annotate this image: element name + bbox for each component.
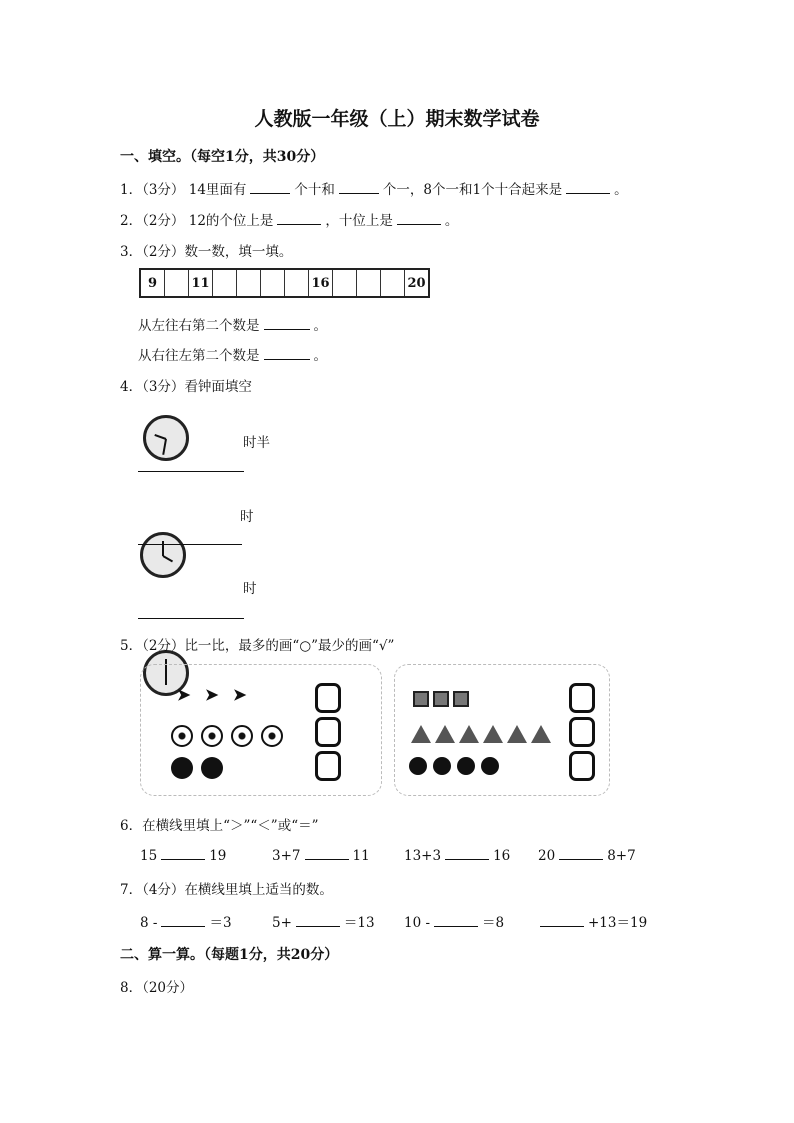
number-cell[interactable] <box>261 270 285 296</box>
section-1-heading: 一、填空。（每空1分，共30分） <box>120 149 325 165</box>
q7-text: 在横线里填上适当的数。 <box>184 882 333 898</box>
q1-text-c: 个一，8个一和1个十合起来是 <box>382 182 563 198</box>
shuttlecock-icon: ➤ <box>233 685 247 704</box>
number-cell: 20 <box>407 275 426 291</box>
soccer-ball-icon <box>261 725 283 747</box>
q5-text: 比一比，最多的画“○”最少的画“√” <box>184 638 395 654</box>
q1-text-a: 14里面有 <box>188 182 247 198</box>
q6-item <box>538 846 636 864</box>
number-cell[interactable] <box>381 270 405 296</box>
q6-blank[interactable] <box>559 846 603 860</box>
question-6 <box>120 814 319 834</box>
q7-right: ＝13 <box>343 915 375 931</box>
q7-left: 5+ <box>272 915 292 931</box>
question-1 <box>120 178 628 198</box>
clock-icon <box>143 415 189 461</box>
triangle-icon <box>435 725 455 743</box>
answer-box[interactable] <box>569 717 595 747</box>
q4-label-3: 时 <box>243 581 257 597</box>
question-4 <box>120 375 252 395</box>
number-cell[interactable] <box>285 270 309 296</box>
answer-box[interactable] <box>315 717 341 747</box>
clock-hand <box>163 555 174 562</box>
clock-icon <box>140 532 186 578</box>
q1-blank-1[interactable] <box>250 180 290 194</box>
q6-right: 11 <box>352 848 370 864</box>
soccer-ball-icon <box>171 725 193 747</box>
q4-blank-3[interactable] <box>138 617 244 619</box>
black-ball-icon <box>201 757 223 779</box>
q3-answer-2-end: 。 <box>313 348 327 364</box>
q7-left: 8 - <box>140 915 158 931</box>
number-cell[interactable] <box>213 270 237 296</box>
q2-number: 2． <box>120 213 143 229</box>
q6-item <box>140 846 226 864</box>
q6-left: 20 <box>538 848 556 864</box>
q6-right: 8+7 <box>607 848 636 864</box>
q2-score: （2分） <box>142 213 185 229</box>
q6-left: 13+3 <box>404 848 442 864</box>
triangle-icon <box>507 725 527 743</box>
q5-score: （2分） <box>142 638 185 654</box>
number-cell[interactable] <box>165 270 189 296</box>
q1-number: 1． <box>120 182 143 198</box>
q6-number: 6． <box>120 818 143 834</box>
q7-right: ＝3 <box>209 915 232 931</box>
section-2-heading: 二、算一算。（每题1分，共20分） <box>120 947 339 963</box>
q6-blank[interactable] <box>161 846 205 860</box>
black-ball-icon <box>409 757 427 775</box>
q8-score: （20分） <box>142 980 194 996</box>
q1-end: 。 <box>614 182 628 198</box>
q2-text-b: ，十位上是 <box>325 213 393 229</box>
clock-hand <box>162 439 167 455</box>
q1-blank-2[interactable] <box>339 180 379 194</box>
q4-label-2: 时 <box>240 509 254 525</box>
q4-score: （3分） <box>142 379 185 395</box>
q6-left: 3+7 <box>272 848 301 864</box>
q7-blank[interactable] <box>434 913 478 927</box>
clock-hand <box>154 434 166 440</box>
shuttlecock-icon: ➤ <box>177 685 191 704</box>
q6-text: 在横线里填上“＞”“＜”或“＝” <box>142 818 319 834</box>
q4-blank-1[interactable] <box>138 470 244 472</box>
number-cell[interactable] <box>237 270 261 296</box>
question-3 <box>120 240 292 260</box>
q3-answer-1-end: 。 <box>313 318 327 334</box>
q3-number: 3． <box>120 244 143 260</box>
q5-number: 5． <box>120 638 143 654</box>
q7-blank[interactable] <box>296 913 340 927</box>
q7-score: （4分） <box>142 882 185 898</box>
number-cell[interactable] <box>357 270 381 296</box>
q7-number: 7． <box>120 882 143 898</box>
answer-box[interactable] <box>569 683 595 713</box>
black-ball-icon <box>457 757 475 775</box>
question-5 <box>120 634 394 654</box>
q3-answer-1 <box>138 314 327 334</box>
triangle-icon <box>483 725 503 743</box>
q7-right: ＝8 <box>482 915 505 931</box>
triangle-icon <box>411 725 431 743</box>
q6-item <box>404 846 510 864</box>
q6-left: 15 <box>140 848 158 864</box>
q1-text-b: 个十和 <box>294 182 335 198</box>
q3-text: 数一数，填一填。 <box>184 244 293 260</box>
black-ball-icon <box>433 757 451 775</box>
q2-blank-2[interactable] <box>397 211 441 225</box>
triangle-icon <box>459 725 479 743</box>
q7-item <box>272 911 375 931</box>
q2-blank-1[interactable] <box>277 211 321 225</box>
q6-blank[interactable] <box>445 846 489 860</box>
answer-box[interactable] <box>315 751 341 781</box>
soccer-ball-icon <box>231 725 253 747</box>
q3-blank-1[interactable] <box>264 316 310 330</box>
q8-number: 8． <box>120 980 143 996</box>
number-cell: 9 <box>141 270 165 296</box>
square-icon <box>433 691 449 707</box>
number-strip <box>139 268 430 298</box>
number-cell: 16 <box>309 270 333 296</box>
soccer-ball-icon <box>201 725 223 747</box>
q7-blank[interactable] <box>540 913 584 927</box>
q7-blank[interactable] <box>161 913 205 927</box>
q6-item <box>272 846 370 864</box>
square-icon <box>453 691 469 707</box>
q6-right: 19 <box>209 848 227 864</box>
q1-score: （3分） <box>142 182 185 198</box>
q7-right: +13＝19 <box>588 915 648 931</box>
answer-box[interactable] <box>315 683 341 713</box>
black-ball-icon <box>481 757 499 775</box>
q7-item <box>404 911 504 931</box>
number-cell[interactable] <box>333 270 357 296</box>
triangle-icon <box>531 725 551 743</box>
shuttlecock-icon: ➤ <box>205 685 219 704</box>
answer-box[interactable] <box>569 751 595 781</box>
square-icon <box>413 691 429 707</box>
q3-answer-2 <box>138 344 327 364</box>
q7-left: 10 - <box>404 915 431 931</box>
q1-blank-3[interactable] <box>566 180 610 194</box>
q3-blank-2[interactable] <box>264 346 310 360</box>
number-cell: 11 <box>189 270 213 296</box>
q2-end: 。 <box>444 213 459 229</box>
q7-item <box>536 911 647 931</box>
page-title: 人教版一年级（上）期末数学试卷 <box>254 108 540 130</box>
q6-right: 16 <box>493 848 511 864</box>
q2-text-a: 12的个位上是 <box>188 213 274 229</box>
q3-score: （2分） <box>142 244 185 260</box>
q3-answer-1-label: 从左往右第二个数是 <box>138 318 260 334</box>
question-2 <box>120 209 458 229</box>
q4-label-1: 时半 <box>243 435 270 451</box>
q6-blank[interactable] <box>305 846 349 860</box>
question-8 <box>120 976 193 996</box>
comparison-panel-right <box>394 664 610 796</box>
question-7 <box>120 878 333 898</box>
q4-text: 看钟面填空 <box>184 379 252 395</box>
q4-blank-2[interactable] <box>138 543 242 545</box>
black-ball-icon <box>171 757 193 779</box>
comparison-panel-left <box>140 664 382 796</box>
q7-item <box>140 911 232 931</box>
q3-answer-2-label: 从右往左第二个数是 <box>138 348 260 364</box>
q4-number: 4． <box>120 379 143 395</box>
